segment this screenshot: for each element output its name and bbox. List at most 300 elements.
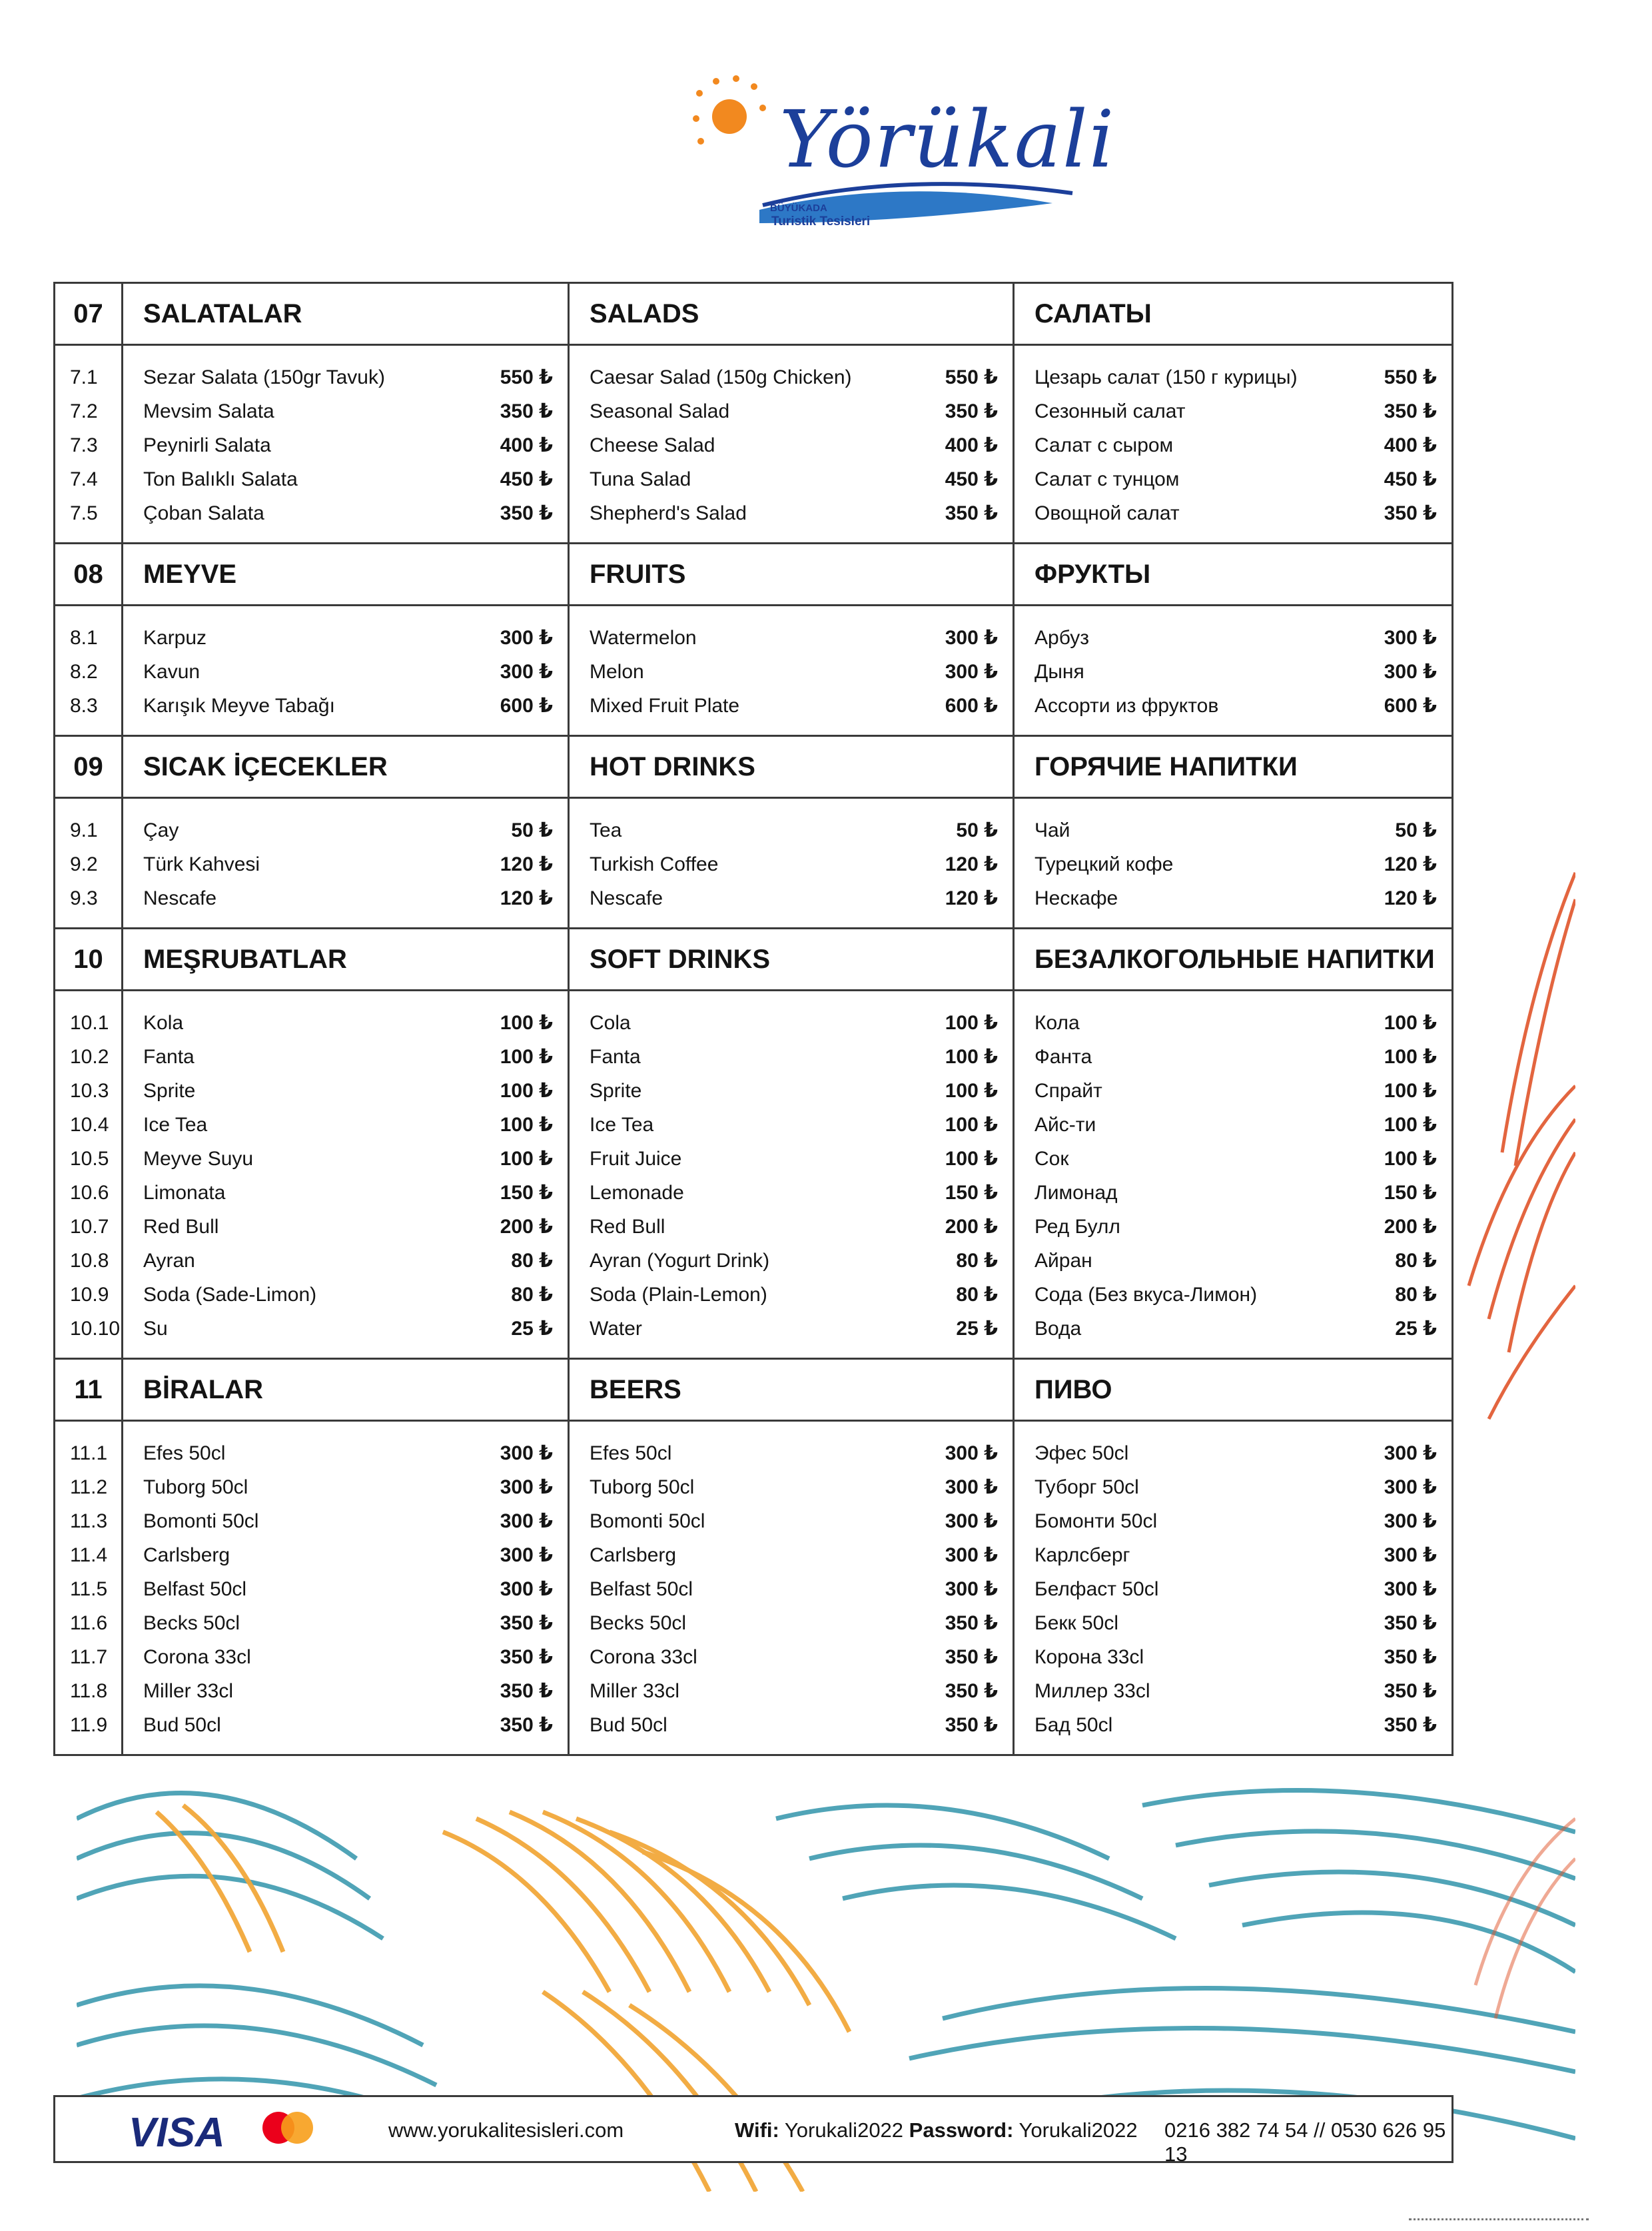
menu-item (590, 360, 998, 394)
currency-symbol: ₺ (984, 1544, 998, 1566)
item-id: 10.1 (70, 1011, 109, 1034)
menu-item (1034, 1674, 1437, 1708)
item-name: Water (590, 1317, 642, 1340)
currency-symbol: ₺ (984, 1510, 998, 1532)
menu-item (1034, 1040, 1437, 1074)
item-price (500, 1544, 553, 1567)
item-price-value: 300 (945, 1476, 979, 1498)
item-price (1384, 694, 1437, 717)
menu-item (143, 1074, 553, 1108)
item-id: 11.1 (70, 1442, 108, 1464)
item-price-value: 350 (500, 502, 534, 524)
item-name: Caesar Salad (150g Chicken) (590, 366, 852, 388)
item-price-value: 100 (500, 1080, 534, 1102)
item-price-value: 100 (500, 1012, 534, 1034)
currency-symbol: ₺ (539, 1442, 553, 1464)
menu-item (1034, 1572, 1437, 1606)
brand-name: Yörükali (779, 93, 1116, 185)
item-name: Tea (590, 819, 622, 841)
item-price (500, 1215, 553, 1238)
item-price (500, 1045, 553, 1069)
menu-item (1034, 1074, 1437, 1108)
item-price (1384, 887, 1437, 910)
item-price (1384, 1442, 1437, 1465)
item-price (511, 1249, 553, 1272)
item-name: Tuborg 50cl (143, 1476, 248, 1498)
item-name: Ice Tea (590, 1113, 654, 1136)
item-name: Becks 50cl (143, 1611, 240, 1634)
item-price (500, 626, 553, 650)
item-name: Çay (143, 819, 179, 841)
item-price-value: 80 (511, 1250, 534, 1272)
currency-symbol: ₺ (539, 1646, 553, 1668)
item-price-value: 300 (1384, 1476, 1418, 1498)
item-price (945, 366, 998, 389)
item-column-ru (1013, 799, 1451, 927)
currency-symbol: ₺ (984, 434, 998, 456)
item-price (500, 1476, 553, 1499)
item-price (945, 434, 998, 457)
item-price-value: 100 (1384, 1012, 1418, 1034)
item-id-column (55, 1422, 121, 1754)
currency-symbol: ₺ (1423, 1680, 1437, 1702)
item-id: 10.4 (70, 1113, 109, 1136)
item-price (500, 1147, 553, 1170)
item-price (1395, 1249, 1437, 1272)
item-price (956, 1249, 998, 1272)
item-price-value: 450 (945, 468, 979, 490)
menu-item (143, 1244, 553, 1278)
menu-item (143, 360, 553, 394)
item-price-value: 80 (956, 1284, 979, 1306)
menu-item (590, 813, 998, 847)
item-name: Карлсберг (1034, 1544, 1130, 1566)
section-title-en: SALADS (568, 284, 1013, 344)
item-id: 11.6 (70, 1611, 108, 1634)
item-id: 11.2 (70, 1476, 108, 1498)
item-price (1384, 1476, 1437, 1499)
menu-item (143, 1504, 553, 1538)
item-price (500, 1713, 553, 1737)
item-id-column (55, 346, 121, 542)
item-name: Miller 33cl (590, 1679, 680, 1702)
menu-table (53, 282, 1453, 1756)
item-id: 10.5 (70, 1147, 109, 1170)
menu-item (590, 462, 998, 496)
menu-item (590, 689, 998, 723)
item-name: Kavun (143, 660, 201, 683)
brand-logo (646, 67, 1126, 260)
currency-symbol: ₺ (1423, 400, 1437, 422)
menu-item (1034, 1142, 1437, 1176)
item-price-value: 400 (945, 434, 979, 456)
currency-symbol: ₺ (1423, 434, 1437, 456)
item-price-value: 120 (945, 887, 979, 909)
currency-symbol: ₺ (539, 1284, 553, 1306)
item-price-value: 100 (945, 1148, 979, 1170)
item-price-value: 350 (1384, 1680, 1418, 1702)
menu-section (55, 284, 1451, 542)
item-price-value: 300 (500, 661, 534, 683)
menu-item (1034, 847, 1437, 881)
menu-item (1034, 1504, 1437, 1538)
item-price-value: 300 (945, 1578, 979, 1600)
item-price-value: 100 (1384, 1080, 1418, 1102)
item-name: Sprite (143, 1079, 196, 1102)
currency-symbol: ₺ (984, 1046, 998, 1068)
item-column-tr (121, 991, 568, 1358)
item-price-value: 80 (956, 1250, 979, 1272)
item-price (500, 1577, 553, 1601)
item-price (945, 502, 998, 525)
item-column-en (568, 606, 1013, 735)
item-name: Бекк 50cl (1034, 1611, 1118, 1634)
item-price-value: 300 (500, 1442, 534, 1464)
item-name: Melon (590, 660, 644, 683)
item-price (945, 694, 998, 717)
item-name: Чай (1034, 819, 1070, 841)
item-name: Bomonti 50cl (143, 1510, 259, 1532)
item-price (945, 887, 998, 910)
item-price (500, 1442, 553, 1465)
item-name: Tuna Salad (590, 468, 691, 490)
item-price-value: 300 (945, 661, 979, 683)
item-id: 11.7 (70, 1645, 108, 1668)
item-price (1384, 1181, 1437, 1204)
section-title-en: FRUITS (568, 544, 1013, 604)
item-id: 7.5 (70, 502, 98, 524)
item-price-value: 300 (500, 1510, 534, 1532)
item-price (1384, 366, 1437, 389)
menu-item (143, 1176, 553, 1210)
item-name: Red Bull (590, 1215, 665, 1238)
item-price-value: 450 (500, 468, 534, 490)
item-id: 11.9 (70, 1713, 108, 1736)
item-price (500, 660, 553, 683)
currency-symbol: ₺ (984, 1612, 998, 1634)
item-price-value: 350 (945, 1612, 979, 1634)
menu-item (143, 813, 553, 847)
menu-item (1034, 1606, 1437, 1640)
item-price-value: 550 (1384, 366, 1418, 388)
menu-item (143, 496, 553, 530)
currency-symbol: ₺ (539, 695, 553, 717)
menu-item (1034, 1538, 1437, 1572)
item-name: Efes 50cl (143, 1442, 226, 1464)
menu-item (590, 1074, 998, 1108)
item-price-value: 50 (511, 819, 534, 841)
section-header (55, 929, 1451, 991)
item-name: Lemonade (590, 1181, 684, 1204)
menu-item (590, 1142, 998, 1176)
menu-item (590, 1674, 998, 1708)
section-items (55, 346, 1451, 542)
item-name: Бад 50cl (1034, 1713, 1113, 1736)
item-id: 11.8 (70, 1679, 108, 1702)
item-price (945, 1147, 998, 1170)
item-price-value: 300 (1384, 1510, 1418, 1532)
item-price (500, 400, 553, 423)
item-price (1384, 1544, 1437, 1567)
currency-symbol: ₺ (984, 1714, 998, 1736)
item-price-value: 120 (500, 853, 534, 875)
currency-symbol: ₺ (539, 1318, 553, 1340)
currency-symbol: ₺ (539, 1114, 553, 1136)
menu-item (590, 1606, 998, 1640)
menu-section (55, 927, 1451, 1358)
item-price-value: 100 (500, 1148, 534, 1170)
item-price (945, 1577, 998, 1601)
currency-symbol: ₺ (1423, 695, 1437, 717)
item-name: Tuborg 50cl (590, 1476, 695, 1498)
item-price-value: 300 (500, 1544, 534, 1566)
menu-item (143, 847, 553, 881)
item-id-column (55, 991, 121, 1358)
item-name: Mevsim Salata (143, 400, 274, 422)
currency-symbol: ₺ (539, 1612, 553, 1634)
item-column-tr (121, 1422, 568, 1754)
item-price-value: 120 (1384, 853, 1418, 875)
item-price (945, 1079, 998, 1103)
item-name: Лимонад (1034, 1181, 1118, 1204)
section-number: 10 (73, 944, 103, 974)
item-price-value: 100 (945, 1012, 979, 1034)
item-price-value: 350 (945, 1646, 979, 1668)
menu-item (1034, 881, 1437, 915)
item-price-value: 350 (945, 1680, 979, 1702)
item-price (500, 853, 553, 876)
menu-item (590, 1278, 998, 1312)
menu-item (1034, 813, 1437, 847)
menu-item (1034, 394, 1437, 428)
item-name: Bud 50cl (590, 1713, 667, 1736)
wifi-label: Wifi: (735, 2118, 779, 2142)
item-price-value: 300 (1384, 661, 1418, 683)
item-price (1395, 1283, 1437, 1306)
section-items (55, 1422, 1451, 1754)
item-name: Айс-ти (1034, 1113, 1096, 1136)
item-price (1384, 1510, 1437, 1533)
item-price-value: 80 (1395, 1250, 1418, 1272)
item-name: Fruit Juice (590, 1147, 682, 1170)
currency-symbol: ₺ (1423, 1476, 1437, 1498)
currency-symbol: ₺ (984, 853, 998, 875)
item-name: Сезонный салат (1034, 400, 1186, 422)
item-price (1384, 1011, 1437, 1035)
currency-symbol: ₺ (984, 1318, 998, 1340)
item-id: 10.2 (70, 1045, 109, 1068)
section-items (55, 606, 1451, 735)
item-price (945, 660, 998, 683)
item-price-value: 300 (500, 1476, 534, 1498)
brand-tagline: Turistik Tesisleri (771, 215, 871, 228)
item-price-value: 350 (945, 1714, 979, 1736)
item-name: Fanta (143, 1045, 195, 1068)
item-name: Belfast 50cl (590, 1577, 693, 1600)
item-price-value: 350 (1384, 400, 1418, 422)
menu-item (590, 1312, 998, 1346)
item-name: Karpuz (143, 626, 207, 649)
wifi-name: Yorukali2022 (784, 2118, 904, 2142)
item-price (1384, 468, 1437, 491)
item-price (1384, 660, 1437, 683)
item-price-value: 350 (945, 502, 979, 524)
item-price-value: 300 (945, 1510, 979, 1532)
menu-item (1034, 1210, 1437, 1244)
item-price-value: 600 (500, 695, 534, 717)
menu-item (1034, 360, 1437, 394)
item-price-value: 150 (500, 1182, 534, 1204)
section-title-ru: БЕЗАЛКОГОЛЬНЫЕ НАПИТКИ (1013, 929, 1451, 989)
item-name: Cola (590, 1011, 631, 1034)
item-price (500, 1611, 553, 1635)
item-id: 9.1 (70, 819, 98, 841)
item-price-value: 300 (945, 1544, 979, 1566)
menu-item (590, 655, 998, 689)
item-price (945, 1476, 998, 1499)
section-header (55, 544, 1451, 606)
menu-item (143, 1278, 553, 1312)
item-price (945, 468, 998, 491)
item-id: 11.5 (70, 1577, 108, 1600)
item-name: Red Bull (143, 1215, 219, 1238)
section-title-ru: ПИВО (1013, 1360, 1451, 1420)
item-price (1384, 1713, 1437, 1737)
item-price (500, 434, 553, 457)
item-price-value: 50 (1395, 819, 1418, 841)
item-name: Carlsberg (590, 1544, 677, 1566)
menu-item (1034, 462, 1437, 496)
menu-item (590, 1640, 998, 1674)
item-price-value: 300 (1384, 1442, 1418, 1464)
item-name: Nescafe (590, 887, 663, 909)
item-price (945, 1215, 998, 1238)
item-name: Shepherd's Salad (590, 502, 747, 524)
item-price (945, 1679, 998, 1703)
item-price-value: 100 (945, 1080, 979, 1102)
menu-item (590, 1538, 998, 1572)
item-name: Turkish Coffee (590, 853, 719, 875)
currency-symbol: ₺ (539, 887, 553, 909)
item-price-value: 300 (1384, 1544, 1418, 1566)
item-price (511, 819, 553, 842)
currency-symbol: ₺ (984, 887, 998, 909)
currency-symbol: ₺ (539, 468, 553, 490)
item-price-value: 120 (1384, 887, 1418, 909)
item-price (1384, 434, 1437, 457)
currency-symbol: ₺ (984, 1680, 998, 1702)
section-number: 11 (74, 1374, 103, 1404)
menu-item (590, 394, 998, 428)
menu-item (590, 1108, 998, 1142)
section-title-en: BEERS (568, 1360, 1013, 1420)
currency-symbol: ₺ (539, 1250, 553, 1272)
item-price-value: 550 (945, 366, 979, 388)
menu-item (143, 1142, 553, 1176)
item-price (500, 1181, 553, 1204)
currency-symbol: ₺ (1423, 1510, 1437, 1532)
item-price-value: 120 (500, 887, 534, 909)
currency-symbol: ₺ (984, 1250, 998, 1272)
currency-symbol: ₺ (539, 366, 553, 388)
item-name: Corona 33cl (590, 1645, 697, 1668)
currency-symbol: ₺ (539, 1476, 553, 1498)
item-price (1384, 1215, 1437, 1238)
item-price-value: 200 (500, 1216, 534, 1238)
item-price-value: 400 (500, 434, 534, 456)
currency-symbol: ₺ (984, 1182, 998, 1204)
item-name: Nescafe (143, 887, 217, 909)
item-price (945, 1645, 998, 1669)
item-name: Karışık Meyve Tabağı (143, 694, 335, 717)
item-name: Арбуз (1034, 626, 1089, 649)
menu-item (143, 1108, 553, 1142)
dotted-divider (1409, 2218, 1589, 2220)
currency-symbol: ₺ (1423, 1646, 1437, 1668)
item-name: Дыня (1034, 660, 1084, 683)
item-price-value: 80 (511, 1284, 534, 1306)
password-label: Password: (909, 2118, 1014, 2142)
item-price (945, 400, 998, 423)
item-price-value: 150 (945, 1182, 979, 1204)
currency-symbol: ₺ (539, 434, 553, 456)
currency-symbol: ₺ (539, 1046, 553, 1068)
item-price (500, 1679, 553, 1703)
item-price (945, 853, 998, 876)
item-name: Цезарь салат (150 г курицы) (1034, 366, 1298, 388)
website-link[interactable]: www.yorukalitesisleri.com (388, 2118, 624, 2142)
currency-symbol: ₺ (984, 400, 998, 422)
item-name: Корона 33cl (1034, 1645, 1144, 1668)
item-name: Corona 33cl (143, 1645, 251, 1668)
currency-symbol: ₺ (984, 502, 998, 524)
item-price (500, 1011, 553, 1035)
currency-symbol: ₺ (539, 1680, 553, 1702)
item-id: 10.6 (70, 1181, 109, 1204)
item-name: Ассорти из фруктов (1034, 694, 1219, 717)
currency-symbol: ₺ (984, 1578, 998, 1600)
item-id: 8.2 (70, 660, 98, 683)
menu-item (143, 1572, 553, 1606)
item-name: Салат с сыром (1034, 434, 1174, 456)
item-price (1384, 400, 1437, 423)
item-id: 7.1 (70, 366, 98, 388)
currency-symbol: ₺ (1423, 1114, 1437, 1136)
item-price-value: 80 (1395, 1284, 1418, 1306)
item-price (945, 1544, 998, 1567)
item-price (500, 694, 553, 717)
menu-item (590, 847, 998, 881)
currency-symbol: ₺ (539, 627, 553, 649)
item-column-en (568, 1422, 1013, 1754)
menu-item (143, 1006, 553, 1040)
item-name: Кола (1034, 1011, 1080, 1034)
item-price-value: 300 (1384, 1578, 1418, 1600)
currency-symbol: ₺ (539, 502, 553, 524)
item-name: Carlsberg (143, 1544, 230, 1566)
item-price-value: 120 (945, 853, 979, 875)
currency-symbol: ₺ (984, 468, 998, 490)
currency-symbol: ₺ (539, 1578, 553, 1600)
item-price (945, 626, 998, 650)
visa-logo: VISA (129, 2110, 225, 2156)
item-price-value: 350 (945, 400, 979, 422)
item-price (1384, 1611, 1437, 1635)
item-price-value: 600 (1384, 695, 1418, 717)
wifi-info (735, 2118, 1138, 2142)
currency-symbol: ₺ (539, 1080, 553, 1102)
item-price (945, 1113, 998, 1136)
